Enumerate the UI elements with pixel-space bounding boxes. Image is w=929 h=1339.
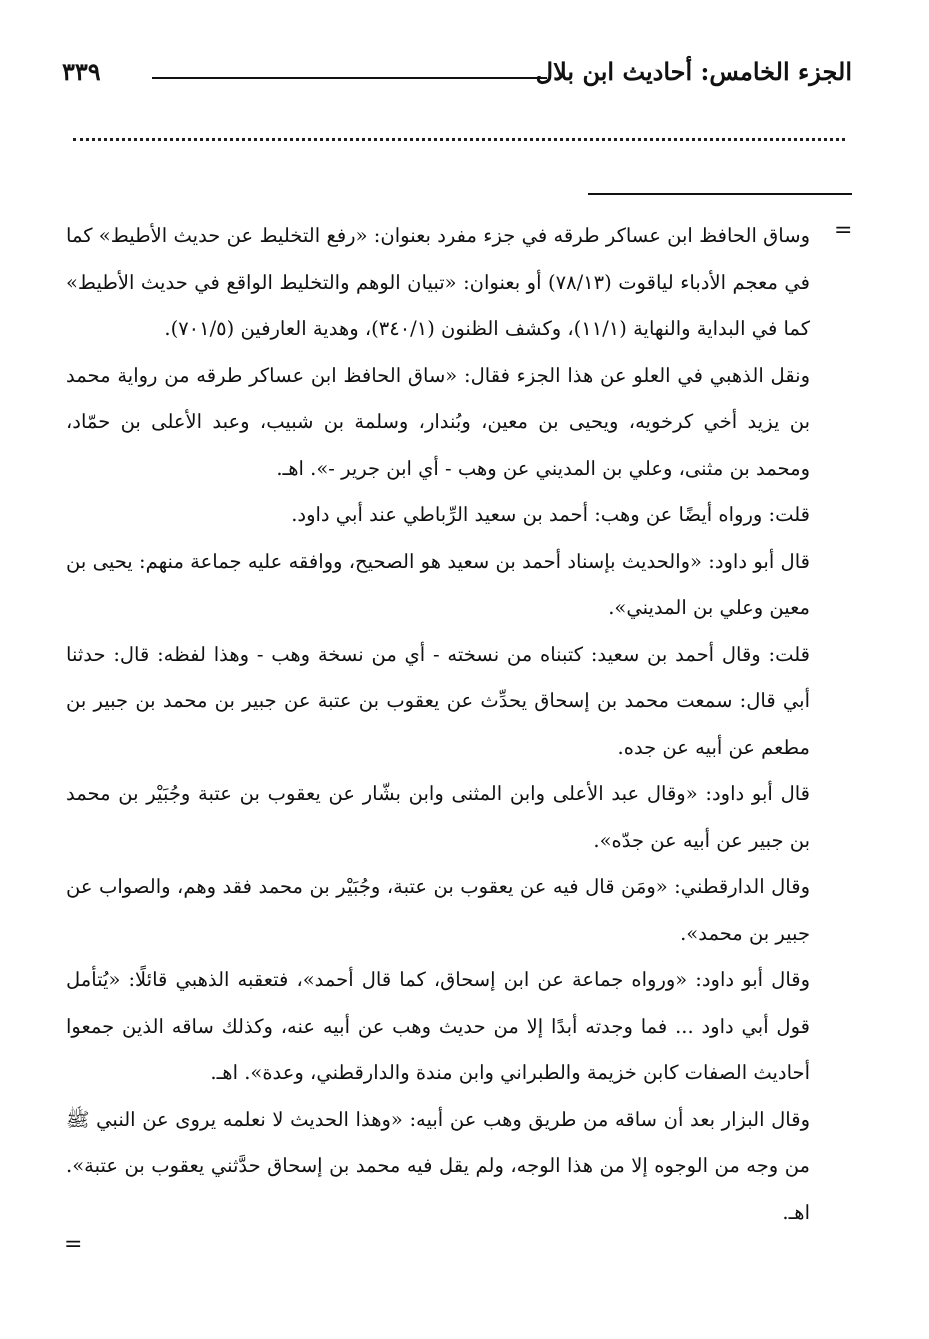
running-header bbox=[62, 55, 852, 95]
dotted-separator bbox=[73, 138, 845, 141]
header-rule bbox=[152, 77, 547, 79]
end-mark: = bbox=[64, 1232, 83, 1257]
page-number: ٣٣٩ bbox=[62, 57, 101, 86]
footnote-rule bbox=[588, 193, 852, 195]
paragraph: قال أبو داود: «والحديث بإسناد أحمد بن سعيد هو الصحيح، ووافقه عليه جماعة منهم: يحيى بن معين وعلي بن المديني». bbox=[66, 549, 810, 619]
paragraph: وقال البزار بعد أن ساقه من طريق وهب عن أبيه: «وهذا الحديث لا نعلمه يروى عن النبي ﷺ من وجه من الوجوه إلا من هذا الوجه، ولم يقل فيه محمد بن إسحاق حدَّثني يعقوب بن عتبة». اهـ. bbox=[66, 1107, 810, 1224]
header-title: الجزء الخامس: أحاديث ابن بلال bbox=[535, 57, 852, 86]
paragraph: قال أبو داود: «وقال عبد الأعلى وابن المثنى وابن بشّار عن يعقوب بن عتبة وجُبَيْر بن محمد بن جبير عن أبيه عن جدّه». bbox=[66, 782, 810, 852]
paragraph: وقال الدارقطني: «ومَن قال فيه عن يعقوب بن عتبة، وجُبَيْر بن محمد فقد وهم، والصواب عن جبير بن محمد». bbox=[66, 875, 810, 945]
continuation-mark: = bbox=[834, 218, 853, 243]
paragraph: قلت: ورواه أيضًا عن وهب: أحمد بن سعيد الرِّباطي عند أبي داود. bbox=[291, 503, 810, 526]
footnote-text bbox=[66, 213, 810, 1236]
paragraph: وساق الحافظ ابن عساكر طرقه في جزء مفرد بعنوان: «رفع التخليط عن حديث الأطيط» كما في معجم الأدباء لياقوت (٧٨/١٣) أو بعنوان: «تبيان الوهم والتخليط الواقع في حديث الأطيط» كما في البداية والنهاية (١١/١)، وكشف الظنون (٣٤٠/١)، وهدية العارفين (٧٠١/٥). bbox=[66, 224, 810, 340]
paragraph: ونقل الذهبي في العلو عن هذا الجزء فقال: «ساق الحافظ ابن عساكر طرقه من رواية محمد بن يزيد أخي كرخويه، ويحيى بن معين، وبُندار، وسلمة بن شبيب، وعبد الأعلى بن حمّاد، ومحمد بن مثنى، وعلي بن المديني عن وهب - أي ابن جرير -». اهـ. bbox=[66, 363, 810, 480]
paragraph: قلت: وقال أحمد بن سعيد: كتبناه من نسخته - أي من نسخة وهب - وهذا لفظه: قال: حدثنا أبي قال: سمعت محمد بن إسحاق يحدِّث عن يعقوب بن عتبة عن جبير بن محمد بن جبير بن مطعم عن أبيه عن جده. bbox=[66, 642, 810, 759]
paragraph: وقال أبو داود: «ورواه جماعة عن ابن إسحاق، كما قال أحمد»، فتعقبه الذهبي قائلًا: «يُتأمل قول أبي داود ... فما وجدته أبدًا إلا من حديث وهب عن أبيه عنه، وكذلك ساقه الذين جمعوا أحاديث الصفات كابن خزيمة والطبراني وابن مندة والدارقطني، وعدة». اهـ. bbox=[66, 968, 810, 1084]
